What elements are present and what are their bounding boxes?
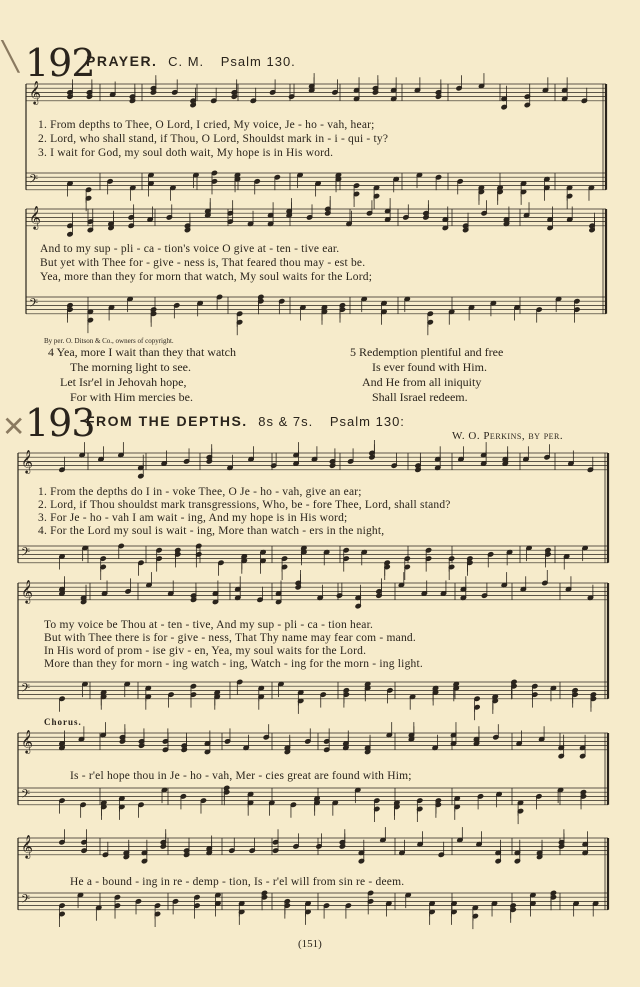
bass-clef-icon: 𝄢	[21, 682, 31, 698]
stanza-4-line1: 4 Yea, more I wait than they that watch	[48, 345, 236, 359]
hymn-192-psalm: Psalm 130.	[220, 54, 296, 69]
chorus-label: Chorus.	[44, 717, 82, 727]
hymn-193-title-line	[86, 413, 405, 429]
hymn-193-line2-verse4: More than they for morn - ing watch - ing, Watch - ing for the morn - ing light.	[44, 658, 423, 670]
page-number: (151)	[298, 938, 322, 950]
hymn-193-line2-verse1: To my voice be Thou at - ten - tive, And my sup - pli - ca - tion hear.	[44, 619, 374, 631]
hymn-193-meter: 8s & 7s.	[258, 414, 314, 429]
stanza-5-line3: And He from all iniquity	[362, 375, 482, 389]
hymn-193-line1-verse4: 4. For the Lord my soul is wait - ing, More than watch - ers in the night,	[38, 525, 385, 537]
stanza-5-line1: 5 Redemption plentiful and free	[350, 345, 504, 359]
hymn-193-line2-verse2: But with Thee there is for - give - ness, That Thy name may fear com - mand.	[44, 632, 416, 644]
chorus-line1: Is - r'el hope thou in Je - ho - vah, Mer - cies great are found with Him;	[70, 770, 412, 782]
bass-clef-icon: 𝄢	[29, 297, 39, 313]
hymn-192-line2-verse2: But yet with Thee for - give - ness is, That feared thou may - est be.	[40, 257, 366, 269]
hymn-193-number: 193	[25, 401, 95, 445]
margin-mark-193: ✕	[2, 410, 26, 443]
hymn-192-line1-verse3: 3. I wait for God, my soul doth wait, My hope is in His word.	[38, 147, 334, 159]
stanza-4-line2: The morning light to see.	[70, 360, 191, 374]
stanza-4-line4: For with Him mercies be.	[70, 390, 193, 404]
hymn-193-author: W. O. Perkins, by per.	[452, 430, 564, 442]
hymn-192-number: 192	[25, 41, 95, 85]
hymn-193-line2-verse3: In His word of prom - ise giv - en, Yea, my soul waits for the Lord.	[44, 645, 367, 657]
hymn-193-title: FROM THE DEPTHS.	[86, 413, 248, 429]
treble-clef-icon: 𝄞	[29, 205, 41, 229]
hymn-192-line1-verse2: 2. Lord, who shall stand, if Thou, O Lord, Shouldst mark in - i - qui - ty?	[38, 133, 389, 145]
treble-clef-icon: 𝄞	[21, 449, 33, 473]
treble-clef-icon: 𝄞	[29, 80, 41, 104]
hymn-192-stanzas-right	[350, 345, 503, 405]
stanza-5-line4: Shall Israel redeem.	[372, 390, 468, 404]
hymn-192-title: PRAYER.	[86, 53, 158, 69]
hymn-193-line1-verse1: 1. From the depths do I in - voke Thee, O Je - ho - vah, give an ear;	[38, 486, 362, 498]
hymn-192-copyright: By per. O. Ditson & Co., owners of copyright.	[44, 337, 174, 345]
hymn-192-line2-verse3: Yea, more than they for morn that watch, My soul waits for the Lord;	[40, 271, 373, 283]
treble-clef-icon: 𝄞	[21, 834, 33, 858]
stanza-4-line3: Let Isr'el in Jehovah hope,	[60, 375, 187, 389]
bass-clef-icon: 𝄢	[21, 546, 31, 562]
treble-clef-icon: 𝄞	[21, 729, 33, 753]
bass-clef-icon: 𝄢	[21, 788, 31, 804]
treble-clef-icon: 𝄞	[21, 579, 33, 603]
hymn-192-line1-verse1: 1. From depths to Thee, O Lord, I cried, My voice, Je - ho - vah, hear;	[38, 119, 375, 131]
hymn-193-psalm: Psalm 130:	[329, 414, 405, 429]
bass-clef-icon: 𝄢	[21, 893, 31, 909]
bass-clef-icon: 𝄢	[29, 173, 39, 189]
chorus-line2: He a - bound - ing in re - demp - tion, Is - r'el will from sin re - deem.	[70, 876, 405, 888]
hymn-192-stanzas-left	[48, 345, 236, 405]
hymn-192-meter: C. M.	[168, 54, 205, 69]
hymn-192-line2-verse1: And to my sup - pli - ca - tion's voice O give at - ten - tive ear.	[40, 243, 340, 255]
margin-mark-192: ╲	[2, 40, 19, 73]
hymn-193-line1-verse3: 3. For Je - ho - vah I am wait - ing, And my hope is in His word;	[38, 512, 348, 524]
hymn-193-line1-verse2: 2. Lord, if Thou shouldst mark transgressions, Who, be - fore Thee, Lord, shall stand?	[38, 499, 451, 511]
stanza-5-line2: Is ever found with Him.	[372, 360, 487, 374]
